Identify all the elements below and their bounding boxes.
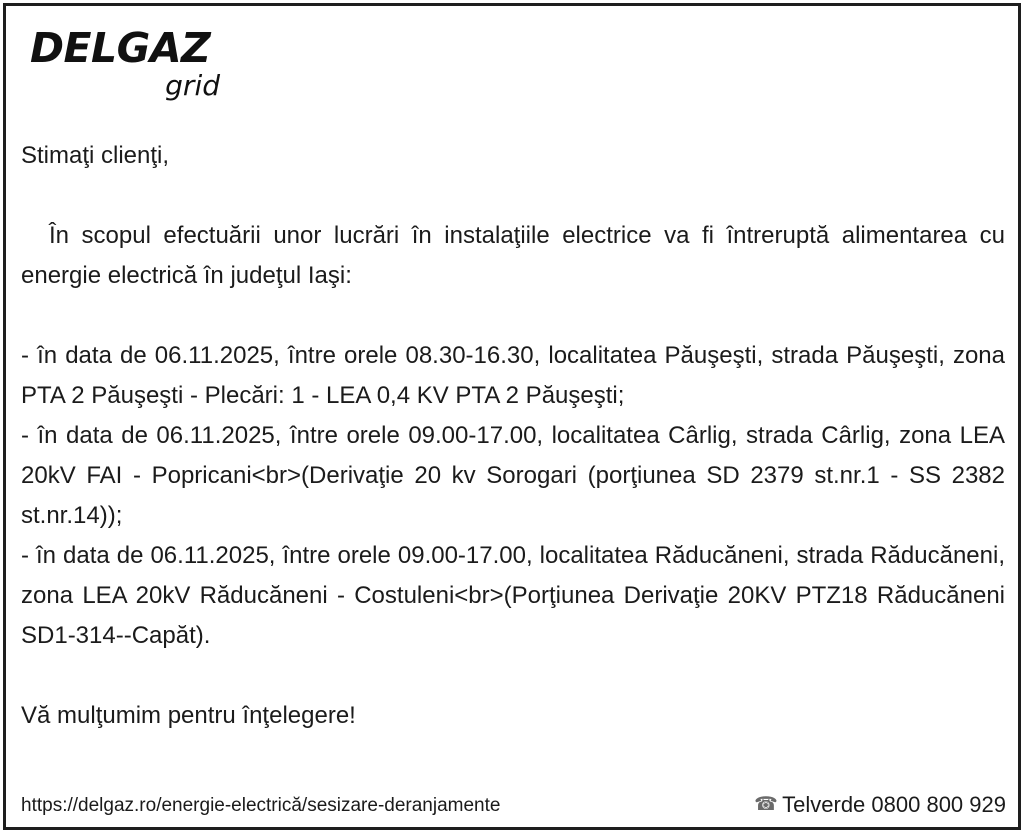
thanks-line: Vă mulţumim pentru înţelegere! — [21, 702, 356, 729]
outage-item: - în data de 06.11.2025, între orele 08.30-16.30, localitatea Păuşeşti, strada Păuşeşti, zona PTA 2 Păuşeşti - Plecări: 1 - LEA 0,4 KV PTA 2 Păuşeşti; — [21, 342, 1005, 409]
telephone-icon: ☎ — [754, 794, 778, 815]
outage-list — [21, 336, 1005, 656]
logo-wordmark: DELGAZ — [30, 24, 211, 72]
notice-body — [21, 136, 1005, 736]
intro-paragraph: În scopul efectuării unor lucrări în instalaţiile electrice va fi întreruptă alimentarea cu energie electrică în judeţul Iaşi: — [21, 222, 1005, 289]
logo-subtitle: grid — [165, 69, 220, 102]
footer-phone — [754, 792, 1006, 818]
notice-frame — [3, 3, 1021, 830]
greeting: Stimaţi clienţi, — [21, 142, 170, 169]
delgaz-grid-logo — [30, 24, 230, 112]
phone-number: Telverde 0800 800 929 — [782, 792, 1006, 817]
footer-url: https://delgaz.ro/energie-electrică/sesizare-deranjamente — [21, 795, 501, 816]
outage-item: - în data de 06.11.2025, între orele 09.00-17.00, localitatea Cârlig, strada Cârlig, zona LEA 20kV FAI - Popricani<br>(Derivaţie 20 kv Sorogari (porţiunea SD 2379 st.nr.1 - SS 2382 st.nr.14)); — [21, 422, 1005, 529]
outage-item: - în data de 06.11.2025, între orele 09.00-17.00, localitatea Răducăneni, strada Răducăneni, zona LEA 20kV Răducăneni - Costuleni<br>(Porţiunea Derivaţie 20KV PTZ18 Răducăneni SD1-314--Capăt). — [21, 542, 1005, 649]
